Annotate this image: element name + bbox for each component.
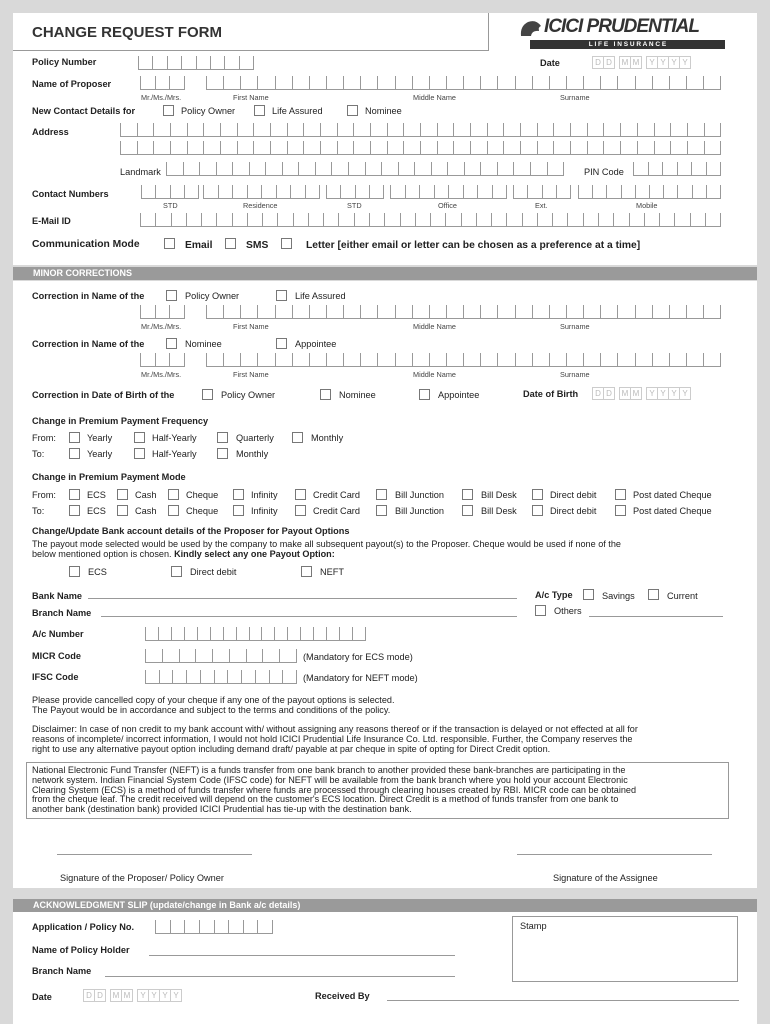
freq-title: Change in Premium Payment Frequency: [32, 416, 209, 426]
option-mode-from-cash: Cash: [135, 490, 157, 500]
communication-mode-label: Communication Mode: [32, 239, 140, 250]
bank-para-line-2: [32, 550, 747, 560]
address-line-2-input[interactable]: [120, 141, 721, 155]
neft-line-5: another bank (destination bank) provided ICICI Prudential has tie-up with the destination bank.: [32, 804, 412, 815]
std-office-input[interactable]: [326, 185, 384, 199]
checkbox-from-half-yearly[interactable]: [134, 432, 145, 443]
checkbox-to-yearly[interactable]: [69, 448, 80, 459]
cheque-note-line-2: The Payout would be in accordance and subject to the terms and conditions of the policy.: [32, 704, 391, 715]
brand-name: ICICI PRUDENTIAL: [544, 16, 699, 37]
caption-title: Mr./Ms./Mrs.: [141, 322, 182, 331]
option-nominee: Nominee: [365, 106, 402, 116]
new-contact-label: New Contact Details for: [32, 106, 136, 116]
option-to-yearly: Yearly: [87, 449, 113, 459]
date-input[interactable]: [592, 56, 690, 69]
checkbox-mode-to-ecs[interactable]: [69, 505, 80, 516]
ack-date-year-box[interactable]: Y: [137, 989, 149, 1002]
option-payout-ecs: ECS: [88, 567, 107, 577]
option-savings: Savings: [602, 591, 635, 601]
checkbox-mode-to-cash[interactable]: [117, 505, 128, 516]
pin-code-label: PIN Code: [584, 167, 624, 177]
checkbox-letter[interactable]: [281, 238, 292, 249]
option-dob-appointee: Appointee: [438, 390, 480, 400]
disclaimer-line-1: Disclaimer: In case of non credit to my bank account with/ without assigning any reasons thereof or if the transaction is delayed or not effected at all for: [32, 724, 638, 734]
bank-para-instruction: Kindly select any one Payout Option:: [174, 548, 335, 559]
landmark-input[interactable]: [166, 162, 564, 176]
option-mode-to-bill-desk: Bill Desk: [481, 506, 517, 516]
checkbox-mode-to-infinity[interactable]: [233, 505, 244, 516]
checkbox-payout-neft[interactable]: [301, 566, 312, 577]
option-current: Current: [667, 591, 698, 601]
checkbox-correction-appointee[interactable]: [276, 338, 287, 349]
checkbox-payout-direct-debit[interactable]: [171, 566, 182, 577]
caption-middle-name: Middle Name: [413, 93, 456, 102]
assignee-signature-label: Signature of the Assignee: [553, 873, 658, 883]
checkbox-current[interactable]: [648, 589, 659, 600]
logo: [518, 16, 733, 50]
bank-para: [32, 540, 747, 560]
app-policy-input[interactable]: [155, 920, 273, 934]
option-dob-nominee: Nominee: [339, 390, 376, 400]
checkbox-life-assured[interactable]: [254, 105, 265, 116]
checkbox-others[interactable]: [535, 605, 546, 616]
contact-numbers-label: Contact Numbers: [32, 189, 109, 199]
caption-first-name: First Name: [233, 322, 269, 331]
checkbox-mode-to-bill-desk[interactable]: [462, 505, 473, 516]
ack-date-label: Date: [32, 992, 52, 1002]
checkbox-mode-to-credit-card[interactable]: [295, 505, 306, 516]
checkbox-correction-nominee[interactable]: [166, 338, 177, 349]
ifsc-input[interactable]: [145, 670, 297, 684]
checkbox-mode-to-cheque[interactable]: [168, 505, 179, 516]
acknowledgment-band: ACKNOWLEDGMENT SLIP (update/change in Bank a/c details): [13, 899, 757, 912]
checkbox-mode-from-cash[interactable]: [117, 489, 128, 500]
option-policy-owner: Policy Owner: [181, 106, 236, 116]
correction-name-input-2[interactable]: [206, 353, 721, 367]
bank-para-line-1: The payout mode selected would be used by the company to make all subsequent payout(s) to the Proposer. Cheque would be used if none of the: [32, 539, 621, 549]
ack-branch-input[interactable]: [105, 965, 455, 977]
option-mode-from-bill-desk: Bill Desk: [481, 490, 517, 500]
proposer-name-input[interactable]: [206, 76, 721, 90]
landmark-label: Landmark: [120, 167, 161, 177]
option-correction-policy-owner: Policy Owner: [185, 291, 240, 301]
correction-dob-label: Correction in Date of Birth of the: [32, 390, 175, 400]
bank-name-input[interactable]: [88, 587, 517, 599]
lion-logo-icon: [518, 18, 544, 40]
correction-name-label-1: Correction in Name of the: [32, 291, 145, 301]
option-payout-direct-debit: Direct debit: [190, 567, 237, 577]
mobile-input[interactable]: [578, 185, 721, 199]
address-line-1-input[interactable]: [120, 123, 721, 137]
option-from-monthly: Monthly: [311, 433, 344, 443]
checkbox-mode-from-infinity[interactable]: [233, 489, 244, 500]
caption-residence: Residence: [243, 201, 278, 210]
cheque-note: [32, 696, 747, 716]
branch-name-input[interactable]: [101, 605, 517, 617]
caption-surname: Surname: [560, 93, 590, 102]
ack-date-input[interactable]: [83, 989, 181, 1002]
caption-middle-name: Middle Name: [413, 370, 456, 379]
disclaimer-line-3: right to use any alternative payout option including demand draft/ payable at par cheque in spite of opting for Direct Credit option.: [32, 743, 551, 754]
acknowledgment-slip: [13, 912, 757, 1024]
checkbox-mode-to-post-dated[interactable]: [615, 505, 626, 516]
checkbox-mode-from-bill-desk[interactable]: [462, 489, 473, 500]
checkbox-policy-owner[interactable]: [163, 105, 174, 116]
ifsc-note: (Mandatory for NEFT mode): [303, 673, 418, 683]
checkbox-from-monthly[interactable]: [292, 432, 303, 443]
ack-date-year-box[interactable]: Y: [148, 989, 160, 1002]
option-mode-to-cash: Cash: [135, 506, 157, 516]
checkbox-correction-policy-owner[interactable]: [166, 290, 177, 301]
caption-office: Office: [438, 201, 457, 210]
std-residence-input[interactable]: [141, 185, 199, 199]
email-id-label: E-Mail ID: [32, 216, 71, 226]
checkbox-email[interactable]: [164, 238, 175, 249]
mode-from-label: From:: [32, 490, 56, 500]
correction-title-input-2[interactable]: [140, 353, 185, 367]
app-policy-label: Application / Policy No.: [32, 922, 135, 932]
checkbox-dob-nominee[interactable]: [320, 389, 331, 400]
ac-type-label: A/c Type: [535, 590, 573, 600]
ack-date-year-box[interactable]: Y: [159, 989, 171, 1002]
ack-date-month-box[interactable]: M: [121, 989, 133, 1002]
checkbox-mode-from-credit-card[interactable]: [295, 489, 306, 500]
page-title: CHANGE REQUEST FORM: [32, 24, 223, 41]
option-to-monthly: Monthly: [236, 449, 269, 459]
freq-from-label: From:: [32, 433, 56, 443]
ack-branch-label: Branch Name: [32, 966, 92, 976]
date-label: Date: [540, 58, 560, 68]
option-email: Email: [185, 240, 213, 251]
form-section-main: [13, 13, 757, 265]
checkbox-dob-appointee[interactable]: [419, 389, 430, 400]
option-life-assured: Life Assured: [272, 106, 323, 116]
residence-input[interactable]: [203, 185, 320, 199]
received-by-input[interactable]: [387, 989, 739, 1001]
caption-mobile: Mobile: [636, 201, 658, 210]
dob-year-box[interactable]: Y: [668, 387, 680, 400]
date-year-box[interactable]: Y: [668, 56, 680, 69]
option-sms: SMS: [246, 240, 269, 251]
correction-name-input-1[interactable]: [206, 305, 721, 319]
ifsc-label: IFSC Code: [32, 672, 79, 682]
form-section-minor: [13, 281, 757, 888]
correction-name-label-2: Correction in Name of the: [32, 339, 145, 349]
option-mode-to-direct-debit: Direct debit: [550, 506, 597, 516]
checkbox-mode-from-bill-junction[interactable]: [376, 489, 387, 500]
caption-title: Mr./Ms./Mrs.: [141, 93, 182, 102]
ack-date-year-box[interactable]: Y: [170, 989, 182, 1002]
name-of-proposer-label: Name of Proposer: [32, 79, 112, 89]
date-month-box[interactable]: M: [619, 56, 631, 69]
branch-name-label: Branch Name: [32, 608, 92, 618]
option-mode-to-infinity: Infinity: [251, 506, 278, 516]
checkbox-mode-from-ecs[interactable]: [69, 489, 80, 500]
policy-number-label: Policy Number: [32, 57, 97, 67]
freq-to-label: To:: [32, 449, 45, 459]
proposer-signature-line[interactable]: [57, 854, 252, 855]
dob-day-box[interactable]: D: [592, 387, 604, 400]
address-label: Address: [32, 127, 69, 137]
date-of-birth-input[interactable]: [592, 387, 690, 400]
caption-surname: Surname: [560, 322, 590, 331]
office-input[interactable]: [390, 185, 507, 199]
caption-std-2: STD: [347, 201, 362, 210]
bank-title: Change/Update Bank account details of the Proposer for Payout Options: [32, 526, 350, 536]
others-input[interactable]: [589, 605, 723, 617]
checkbox-sms[interactable]: [225, 238, 236, 249]
checkbox-correction-life-assured[interactable]: [276, 290, 287, 301]
option-to-half-yearly: Half-Yearly: [152, 449, 197, 459]
ack-date-day-box[interactable]: D: [94, 989, 106, 1002]
bank-para-line-2-text: below mentioned option is chosen.: [32, 548, 172, 559]
option-mode-from-direct-debit: Direct debit: [550, 490, 597, 500]
date-year-box[interactable]: Y: [646, 56, 658, 69]
received-by-label: Received By: [315, 991, 370, 1001]
checkbox-to-half-yearly[interactable]: [134, 448, 145, 459]
checkbox-nominee[interactable]: [347, 105, 358, 116]
neft-info: [32, 766, 732, 815]
checkbox-mode-to-direct-debit[interactable]: [532, 505, 543, 516]
option-mode-to-bill-junction: Bill Junction: [395, 506, 445, 516]
option-mode-to-cheque: Cheque: [186, 506, 219, 516]
policy-number-input[interactable]: [138, 56, 254, 70]
dob-month-box[interactable]: M: [630, 387, 642, 400]
dob-day-box[interactable]: D: [603, 387, 615, 400]
checkbox-payout-ecs[interactable]: [69, 566, 80, 577]
ac-number-input[interactable]: [145, 627, 366, 641]
checkbox-mode-from-direct-debit[interactable]: [532, 489, 543, 500]
checkbox-dob-policy-owner[interactable]: [202, 389, 213, 400]
dob-month-box[interactable]: M: [619, 387, 631, 400]
ack-date-day-box[interactable]: D: [83, 989, 95, 1002]
checkbox-mode-from-post-dated[interactable]: [615, 489, 626, 500]
stamp-label: Stamp: [520, 921, 547, 931]
caption-first-name: First Name: [233, 93, 269, 102]
option-from-quarterly: Quarterly: [236, 433, 274, 443]
caption-first-name: First Name: [233, 370, 269, 379]
option-mode-to-post-dated: Post dated Cheque: [633, 506, 712, 516]
option-mode-from-infinity: Infinity: [251, 490, 278, 500]
mode-title: Change in Premium Payment Mode: [32, 472, 186, 482]
checkbox-to-monthly[interactable]: [217, 448, 228, 459]
neft-line-3: Clearing System (ECS) is a method of funds transfer where funds are processed through clearing houses created by RBI. MICR code can be obtained: [32, 784, 637, 795]
option-from-yearly: Yearly: [87, 433, 113, 443]
option-mode-from-post-dated: Post dated Cheque: [633, 490, 712, 500]
mode-to-label: To:: [32, 506, 45, 516]
neft-line-1: National Electronic Fund Transfer (NEFT) is a funds transfer from one bank branch to another provided these bank-branches are participating in the: [32, 765, 626, 775]
option-mode-to-ecs: ECS: [87, 506, 106, 516]
date-year-box[interactable]: Y: [657, 56, 669, 69]
checkbox-mode-from-cheque[interactable]: [168, 489, 179, 500]
proposer-title-input[interactable]: [140, 76, 185, 90]
checkbox-from-quarterly[interactable]: [217, 432, 228, 443]
date-of-birth-label: Date of Birth: [523, 389, 579, 399]
bank-name-label: Bank Name: [32, 591, 83, 601]
date-day-box[interactable]: D: [603, 56, 615, 69]
neft-line-2: network system. Indian Financial System Code (IFSC code) for NEFT will be available from the bank branch where you hold your account Electronic: [32, 774, 628, 785]
date-year-box[interactable]: Y: [679, 56, 691, 69]
dob-year-box[interactable]: Y: [679, 387, 691, 400]
disclaimer-line-2: reasons of incomplete/ incorrect information, I would not hold ICICI Prudential Life Insurance Co. Ltd. responsible. Further, the Company reserves the: [32, 733, 633, 744]
option-mode-to-credit-card: Credit Card: [313, 506, 360, 516]
dob-year-box[interactable]: Y: [657, 387, 669, 400]
minor-corrections-band: MINOR CORRECTIONS: [13, 267, 757, 280]
proposer-signature-label: Signature of the Proposer/ Policy Owner: [60, 873, 224, 883]
caption-title: Mr./Ms./Mrs.: [141, 370, 182, 379]
disclaimer: [32, 725, 747, 754]
cheque-note-line-1: Please provide cancelled copy of your cheque if any one of the payout options is selected.: [32, 695, 395, 705]
micr-label: MICR Code: [32, 651, 81, 661]
option-from-half-yearly: Half-Yearly: [152, 433, 197, 443]
option-dob-policy-owner: Policy Owner: [221, 390, 276, 400]
option-payout-neft: NEFT: [320, 567, 344, 577]
checkbox-from-yearly[interactable]: [69, 432, 80, 443]
policy-holder-input[interactable]: [149, 944, 455, 956]
ac-number-label: A/c Number: [32, 629, 84, 639]
caption-surname: Surname: [560, 370, 590, 379]
caption-middle-name: Middle Name: [413, 322, 456, 331]
neft-line-4: from the cheque leaf. The credit received will depend on the customer's ECS location. Direct Credit is a method of funds transfer from one bank to: [32, 794, 619, 805]
micr-note: (Mandatory for ECS mode): [303, 652, 413, 662]
policy-holder-label: Name of Policy Holder: [32, 945, 130, 955]
option-mode-from-credit-card: Credit Card: [313, 490, 360, 500]
micr-input[interactable]: [145, 649, 297, 663]
ext-input[interactable]: [513, 185, 571, 199]
option-others: Others: [554, 606, 582, 616]
caption-std: STD: [163, 201, 178, 210]
option-mode-from-ecs: ECS: [87, 490, 106, 500]
dob-year-box[interactable]: Y: [646, 387, 658, 400]
option-correction-appointee: Appointee: [295, 339, 337, 349]
checkbox-mode-to-bill-junction[interactable]: [376, 505, 387, 516]
brand-tagline: L I F E I N S U R A N C E: [530, 40, 725, 49]
ack-date-month-box[interactable]: M: [110, 989, 122, 1002]
option-mode-from-bill-junction: Bill Junction: [395, 490, 445, 500]
option-mode-from-cheque: Cheque: [186, 490, 219, 500]
option-letter: Letter [either email or letter can be chosen as a preference at a time]: [306, 240, 641, 251]
caption-ext: Ext.: [535, 201, 548, 210]
option-correction-life-assured: Life Assured: [295, 291, 346, 301]
option-correction-nominee: Nominee: [185, 339, 222, 349]
date-day-box[interactable]: D: [592, 56, 604, 69]
assignee-signature-line[interactable]: [517, 854, 712, 855]
email-id-input[interactable]: [140, 213, 721, 227]
pin-code-input[interactable]: [633, 162, 721, 176]
correction-title-input-1[interactable]: [140, 305, 185, 319]
date-month-box[interactable]: M: [630, 56, 642, 69]
checkbox-savings[interactable]: [583, 589, 594, 600]
